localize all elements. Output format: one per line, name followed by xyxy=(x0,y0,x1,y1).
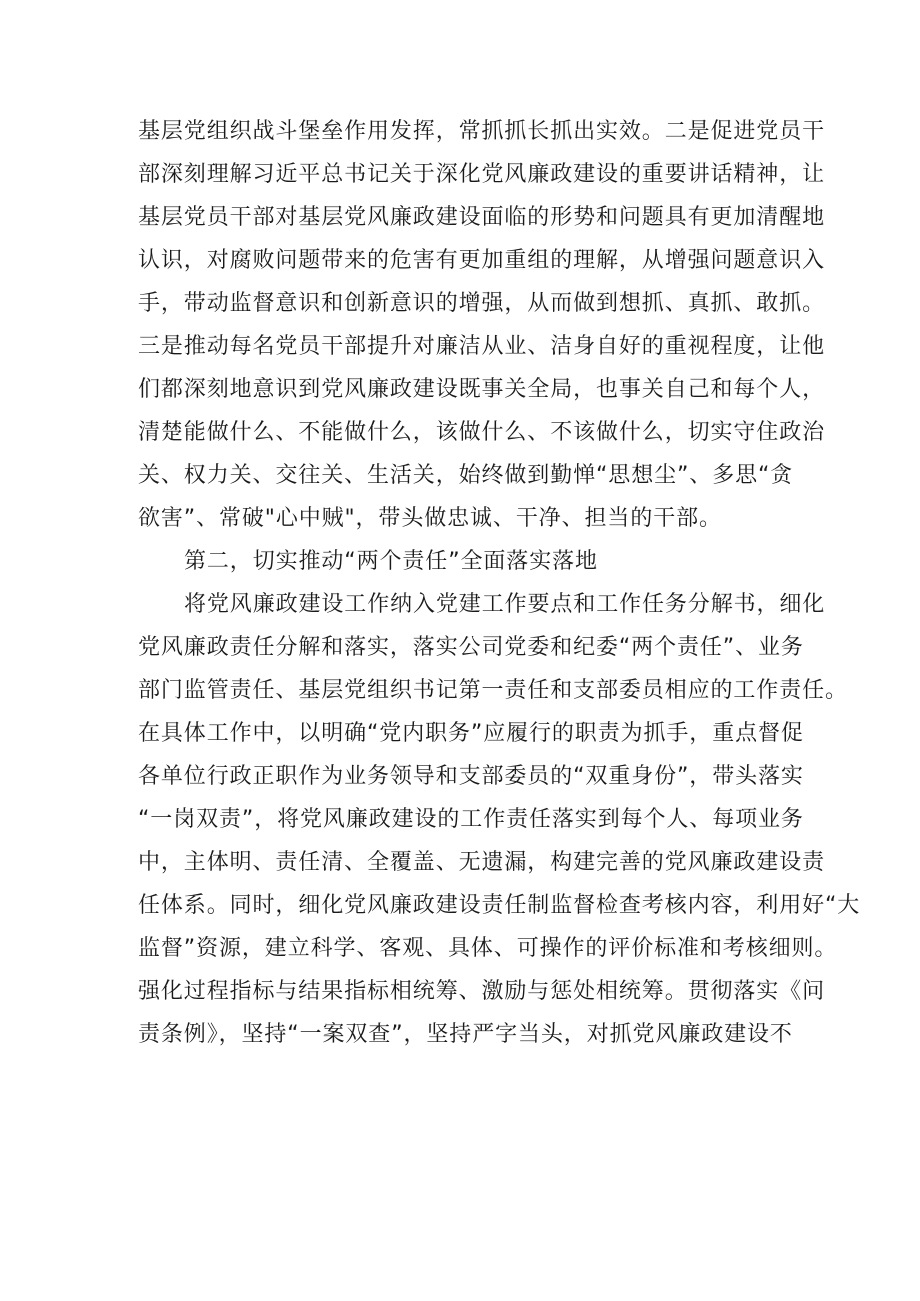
text-line: 手，带动监督意识和创新意识的增强，从而做到想抓、真抓、敢抓。 xyxy=(138,291,826,316)
text-line: 欲害”、常破"心中贼"，带头做忠诚、干净、担当的干部。 xyxy=(138,506,722,531)
text-line: 三是推动每名党员干部提升对廉洁从业、洁身自好的重视程度，让他 xyxy=(138,334,826,359)
text-line: 们都深刻地意识到党风廉政建设既事关全局，也事关自己和每个人， xyxy=(138,377,826,402)
text-line: 基层党组织战斗堡垒作用发挥，常抓抓长抓出实效。二是促进党员干 xyxy=(138,119,826,144)
text-line: 认识，对腐败问题带来的危害有更加重组的理解，从增强问题意识入 xyxy=(138,248,826,273)
text-line: 部门监管责任、基层党组织书记第一责任和支部委员相应的工作责任。 xyxy=(138,678,848,703)
text-line: 党风廉政责任分解和落实，落实公司党委和纪委“两个责任”、业务 xyxy=(138,635,804,660)
text-line: 各单位行政正职作为业务领导和支部委员的“双重身份”，带头落实 xyxy=(138,764,804,789)
text-line: 任体系。同时，细化党风廉政建设责任制监督检查考核内容，利用好“大 xyxy=(138,893,861,918)
text-line: 部深刻理解习近平总书记关于深化党风廉政建设的重要讲话精神，让 xyxy=(138,162,826,187)
text-line: 关、权力关、交往关、生活关，始终做到勤惮“思想尘”、多思“贪 xyxy=(138,463,794,488)
section-heading: 第二，切实推动“两个责任”全面落实落地 xyxy=(184,549,598,574)
text-line: 中，主体明、责任清、全覆盖、无遗漏，构建完善的党风廉政建设责 xyxy=(138,850,826,875)
text-line: 责条例》，坚持“一案双查”，坚持严字当头，对抓党风廉政建设不 xyxy=(138,1022,793,1047)
text-line: 将党风廉政建设工作纳入党建工作要点和工作任务分解书，细化 xyxy=(184,592,826,617)
text-line: 监督”资源，建立科学、客观、具体、可操作的评价标准和考核细则。 xyxy=(138,936,838,961)
text-line: 基层党员干部对基层党风廉政建设面临的形势和问题具有更加清醒地 xyxy=(138,205,826,230)
text-line: 在具体工作中，以明确“党内职务”应履行的职责为抓手，重点督促 xyxy=(138,721,804,746)
text-line: 清楚能做什么、不能做什么，该做什么、不该做什么，切实守住政治 xyxy=(138,420,826,445)
text-line: 强化过程指标与结果指标相统筹、激励与惩处相统筹。贯彻落实《问 xyxy=(138,979,826,1004)
text-line: “一岗双责”，将党风廉政建设的工作责任落实到每个人、每项业务 xyxy=(138,807,804,832)
